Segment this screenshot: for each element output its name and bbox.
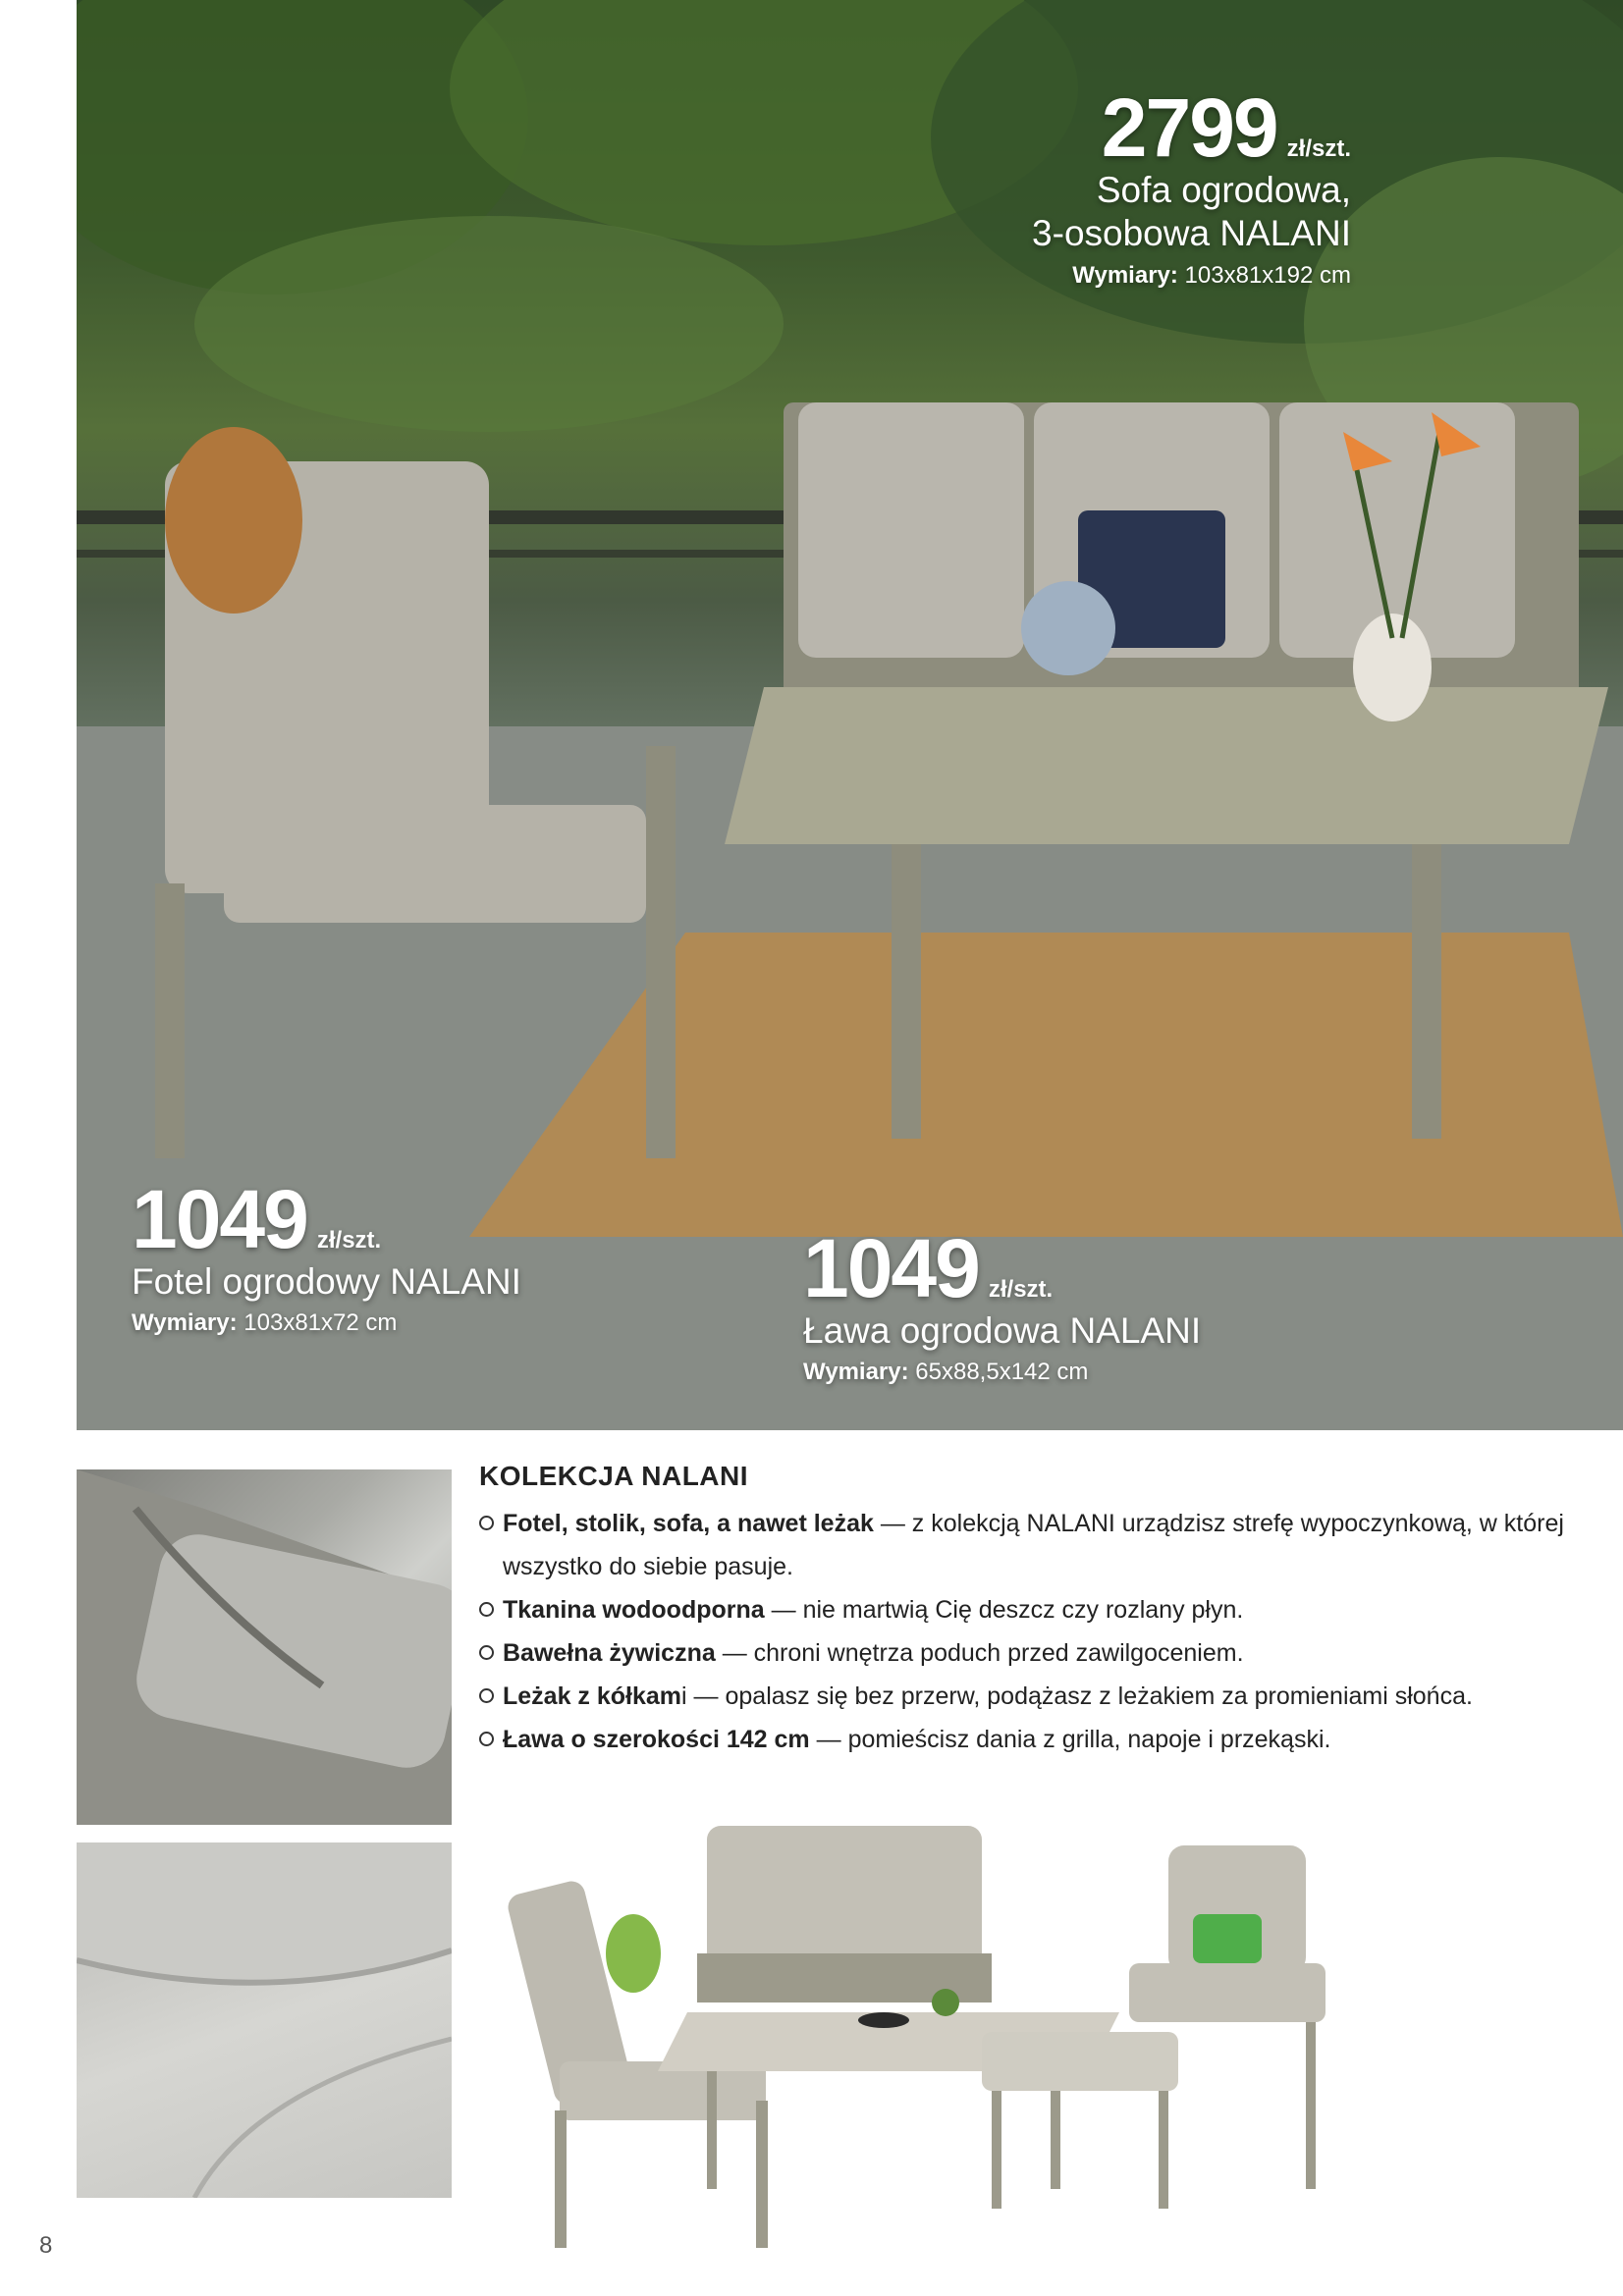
sofa-dims-value: 103x81x192 cm	[1184, 261, 1351, 289]
collection-title: KOLEKCJA NALANI	[479, 1461, 749, 1491]
feature-bold: Fotel, stolik, sofa, a nawet leżak	[503, 1510, 874, 1537]
fotel-dims-label: Wymiary:	[132, 1309, 238, 1337]
armrest-illustration	[77, 1469, 452, 1825]
feature-text: — chroni wnętrza poduch przed zawilgoceniem.	[715, 1639, 1244, 1667]
fotel-name: Fotel ogrodowy NALANI	[132, 1261, 521, 1302]
feature-text: — z kolekcją NALANI urządzisz strefę wypoczynkową, w której wszystko do siebie pasuje.	[503, 1510, 1564, 1580]
feature-bold: Tkanina wodoodporna	[503, 1596, 765, 1624]
fotel-price-unit: zł/szt.	[316, 1227, 382, 1254]
lawa-price-unit: zł/szt.	[988, 1276, 1054, 1303]
sofa-price-unit: zł/szt.	[1286, 135, 1351, 162]
lawa-dims-label: Wymiary:	[803, 1359, 909, 1386]
detail-photo-armrest	[77, 1469, 452, 1825]
sofa-price-block	[1032, 81, 1351, 290]
product-set-photo	[461, 1806, 1581, 2268]
fotel-dims	[132, 1309, 521, 1337]
lawa-name: Ława ogrodowa NALANI	[803, 1310, 1202, 1351]
feature-bold: Ława o szerokości 142 cm	[503, 1726, 810, 1753]
feature-item	[479, 1502, 1579, 1588]
sofa-dims	[1032, 262, 1351, 290]
hero-photo	[77, 0, 1623, 1430]
lawa-price-block	[803, 1222, 1202, 1386]
fotel-price: 1049	[132, 1173, 307, 1265]
lawa-dims-value: 65x88,5x142 cm	[915, 1359, 1089, 1386]
feature-bold: Leżak z kółkam	[503, 1682, 682, 1710]
feature-item	[479, 1588, 1579, 1631]
feature-text: — pomieścisz dania z grilla, napoje i przekąski.	[809, 1726, 1331, 1753]
sofa-name-line2: 3-osobowa NALANI	[1032, 213, 1351, 254]
feature-bold: Bawełna żywiczna	[503, 1639, 716, 1667]
feature-item	[479, 1718, 1579, 1761]
feature-list	[479, 1502, 1579, 1761]
feature-item	[479, 1631, 1579, 1675]
sofa-price: 2799	[1101, 81, 1277, 174]
fabric-illustration	[77, 1842, 452, 2198]
lawa-dims	[803, 1359, 1201, 1386]
page-number: 8	[39, 2232, 53, 2259]
feature-item	[479, 1675, 1579, 1718]
collection-info	[479, 1461, 1579, 1761]
detail-photo-fabric	[77, 1842, 452, 2198]
fotel-price-block	[132, 1173, 521, 1337]
sofa-name-line1: Sofa ogrodowa,	[1096, 170, 1351, 210]
feature-text: i — opalasz się bez przerw, podążasz z leżakiem za promieniami słońca.	[681, 1682, 1473, 1710]
product-set-illustration	[461, 1806, 1581, 2268]
sofa-dims-label: Wymiary:	[1072, 261, 1178, 289]
feature-text: — nie martwią Cię deszcz czy rozlany płyn.	[764, 1596, 1244, 1624]
lawa-price: 1049	[803, 1222, 979, 1314]
fotel-dims-value: 103x81x72 cm	[243, 1309, 398, 1337]
